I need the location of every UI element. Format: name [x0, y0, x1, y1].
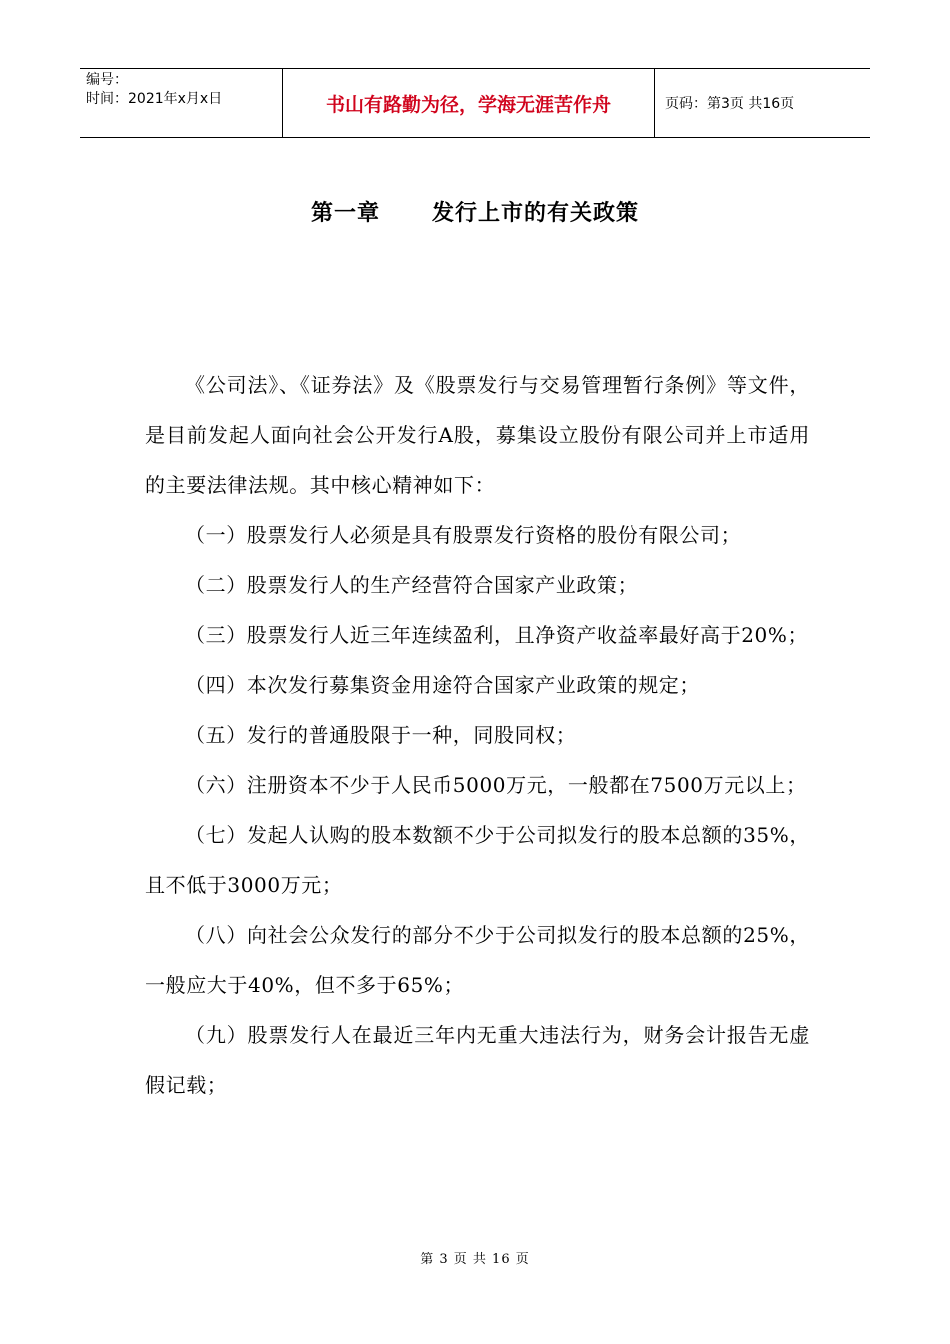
- list-item: （八）向社会公众发行的部分不少于公司拟发行的股本总额的25%，一般应大于40%，但不多于65%；: [145, 923, 810, 997]
- chapter-title: [0, 196, 950, 227]
- list-item: （九）股票发行人在最近三年内无重大违法行为，财务会计报告无虚假记载；: [145, 1023, 810, 1097]
- list-item: （三）股票发行人近三年连续盈利，且净资产收益率最好高于20%；: [185, 623, 809, 647]
- page-footer: 第 3 页 共 16 页: [420, 1252, 530, 1267]
- document-body: [145, 360, 810, 1110]
- list-item: （七）发起人认购的股本数额不少于公司拟发行的股本总额的35%，且不低于3000万元；: [145, 823, 810, 897]
- list-item: （一）股票发行人必须是具有股票发行资格的股份有限公司；: [185, 523, 742, 547]
- chapter-heading: 发行上市的有关政策: [432, 201, 640, 226]
- document-number-label: 编号：: [86, 72, 128, 88]
- header-page-info: 页码：第3页 共16页: [665, 96, 795, 112]
- list-item: （二）股票发行人的生产经营符合国家产业政策；: [185, 573, 639, 597]
- list-item: （四）本次发行募集资金用途符合国家产业政策的规定；: [185, 673, 700, 697]
- list-item: （六）注册资本不少于人民币5000万元，一般都在7500万元以上；: [185, 773, 807, 797]
- page-header: [80, 68, 870, 138]
- header-motto: 书山有路勤为径，学海无涯苦作舟: [282, 69, 655, 137]
- list-item: （五）发行的普通股限于一种，同股同权；: [185, 723, 577, 747]
- document-time-label: 时间：2021年x月x日: [86, 91, 223, 107]
- chapter-number: 第一章: [310, 201, 380, 226]
- header-meta: [80, 69, 282, 137]
- intro-paragraph: 《公司法》、《证券法》及《股票发行与交易管理暂行条例》等文件，是目前发起人面向社会公开发行A股，募集设立股份有限公司并上市适用的主要法律法规。其中核心精神如下：: [145, 373, 810, 497]
